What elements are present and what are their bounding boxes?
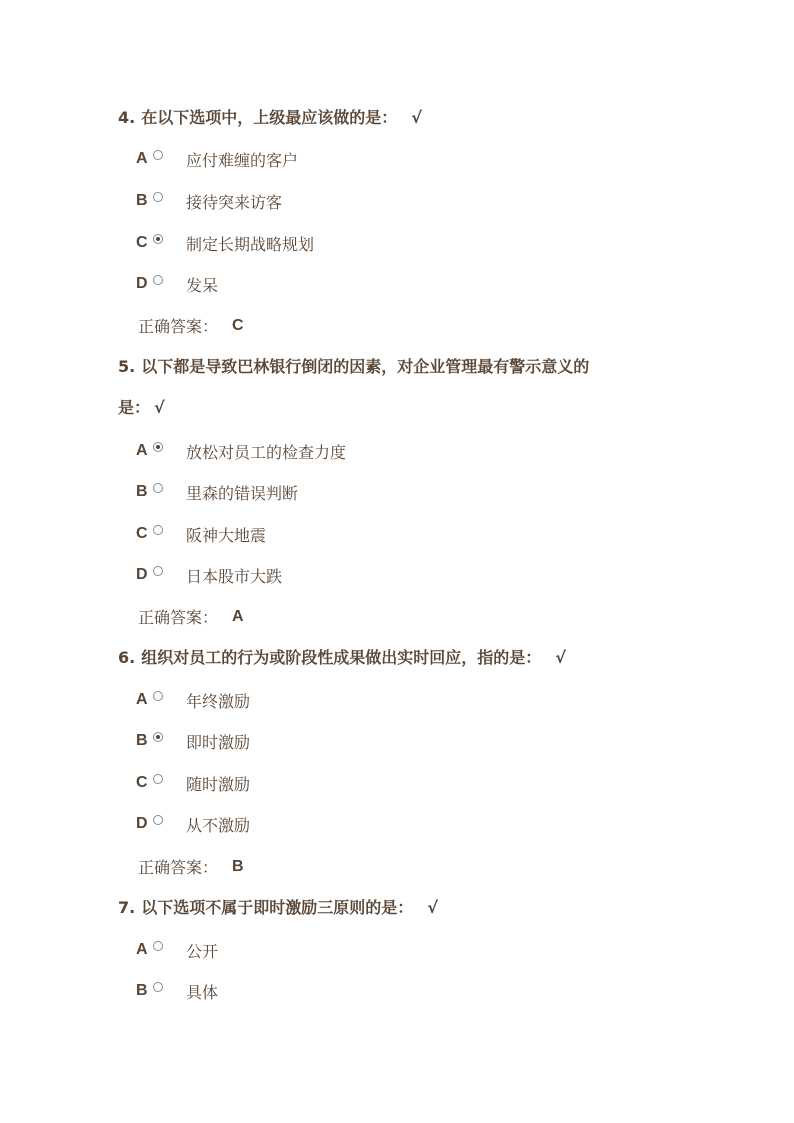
option-text: 应付难缠的客户 bbox=[186, 150, 299, 170]
question-4 bbox=[118, 97, 678, 138]
answer-label: 正确答案： bbox=[138, 317, 219, 336]
radio-button-selected[interactable] bbox=[153, 442, 163, 452]
radio-button[interactable] bbox=[153, 774, 163, 784]
question-text-line2: 是： bbox=[118, 398, 151, 417]
option-c[interactable] bbox=[136, 771, 250, 795]
checkmark-icon: √ bbox=[555, 648, 566, 667]
checkmark-icon: √ bbox=[427, 898, 438, 917]
option-letter: C bbox=[136, 774, 148, 791]
option-text: 发呆 bbox=[186, 275, 219, 295]
option-text: 公开 bbox=[186, 941, 219, 961]
option-text: 制定长期战略规划 bbox=[186, 234, 315, 254]
checkmark-icon: √ bbox=[154, 398, 165, 417]
radio-button[interactable] bbox=[153, 192, 163, 202]
option-text: 随时激励 bbox=[186, 774, 251, 794]
option-letter: D bbox=[136, 815, 148, 832]
option-d[interactable] bbox=[136, 563, 282, 587]
option-d[interactable] bbox=[136, 272, 218, 296]
question-number: 6. bbox=[118, 648, 136, 667]
option-letter: B bbox=[136, 192, 148, 209]
option-text: 从不激励 bbox=[186, 815, 251, 835]
question-number: 4. bbox=[118, 108, 136, 127]
radio-button[interactable] bbox=[153, 815, 163, 825]
option-text: 年终激励 bbox=[186, 691, 251, 711]
answer-label: 正确答案： bbox=[138, 858, 219, 877]
checkmark-icon: √ bbox=[411, 108, 422, 127]
option-letter: B bbox=[136, 732, 148, 749]
radio-button[interactable] bbox=[153, 483, 163, 493]
option-text: 即时激励 bbox=[186, 732, 251, 752]
option-letter: A bbox=[136, 150, 148, 167]
option-letter: A bbox=[136, 941, 148, 958]
radio-button[interactable] bbox=[153, 275, 163, 285]
option-b[interactable] bbox=[136, 189, 282, 213]
option-d[interactable] bbox=[136, 812, 250, 836]
option-a[interactable] bbox=[136, 439, 346, 463]
question-text: 以下选项不属于即时激励三原则的是： bbox=[141, 898, 414, 917]
radio-button[interactable] bbox=[153, 566, 163, 576]
option-b[interactable] bbox=[136, 480, 298, 504]
option-text: 日本股市大跌 bbox=[186, 566, 283, 586]
question-6 bbox=[118, 637, 678, 678]
question-text-line1: 以下都是导致巴林银行倒闭的因素，对企业管理最有警示意义的 bbox=[141, 357, 590, 376]
option-c[interactable] bbox=[136, 522, 266, 546]
radio-button-selected[interactable] bbox=[153, 234, 163, 244]
option-text: 放松对员工的检查力度 bbox=[186, 442, 347, 462]
option-letter: A bbox=[136, 442, 148, 459]
answer-value: A bbox=[232, 607, 244, 625]
option-text: 接待突来访客 bbox=[186, 192, 283, 212]
option-letter: C bbox=[136, 234, 148, 251]
answer-value: C bbox=[232, 316, 244, 334]
option-letter: D bbox=[136, 566, 148, 583]
question-5 bbox=[118, 346, 678, 428]
correct-answer bbox=[138, 314, 244, 337]
answer-value: B bbox=[232, 857, 244, 875]
question-text: 在以下选项中，上级最应该做的是： bbox=[141, 108, 398, 127]
option-b[interactable] bbox=[136, 729, 250, 753]
question-number: 5. bbox=[118, 357, 136, 376]
option-text: 阪神大地震 bbox=[186, 525, 267, 545]
option-letter: C bbox=[136, 525, 148, 542]
radio-button[interactable] bbox=[153, 982, 163, 992]
radio-button-selected[interactable] bbox=[153, 732, 163, 742]
radio-button[interactable] bbox=[153, 525, 163, 535]
question-text: 组织对员工的行为或阶段性成果做出实时回应，指的是： bbox=[141, 648, 542, 667]
radio-button[interactable] bbox=[153, 691, 163, 701]
question-number: 7. bbox=[118, 898, 136, 917]
option-letter: B bbox=[136, 982, 148, 999]
correct-answer bbox=[138, 855, 244, 878]
radio-button[interactable] bbox=[153, 941, 163, 951]
option-c[interactable] bbox=[136, 231, 314, 255]
radio-button[interactable] bbox=[153, 150, 163, 160]
option-b[interactable] bbox=[136, 979, 218, 1003]
option-a[interactable] bbox=[136, 688, 250, 712]
answer-label: 正确答案： bbox=[138, 608, 219, 627]
option-a[interactable] bbox=[136, 147, 298, 171]
option-letter: B bbox=[136, 483, 148, 500]
correct-answer bbox=[138, 605, 244, 628]
option-text: 具体 bbox=[186, 982, 219, 1002]
option-letter: D bbox=[136, 275, 148, 292]
option-text: 里森的错误判断 bbox=[186, 483, 299, 503]
option-a[interactable] bbox=[136, 938, 218, 962]
option-letter: A bbox=[136, 691, 148, 708]
question-7 bbox=[118, 887, 678, 928]
